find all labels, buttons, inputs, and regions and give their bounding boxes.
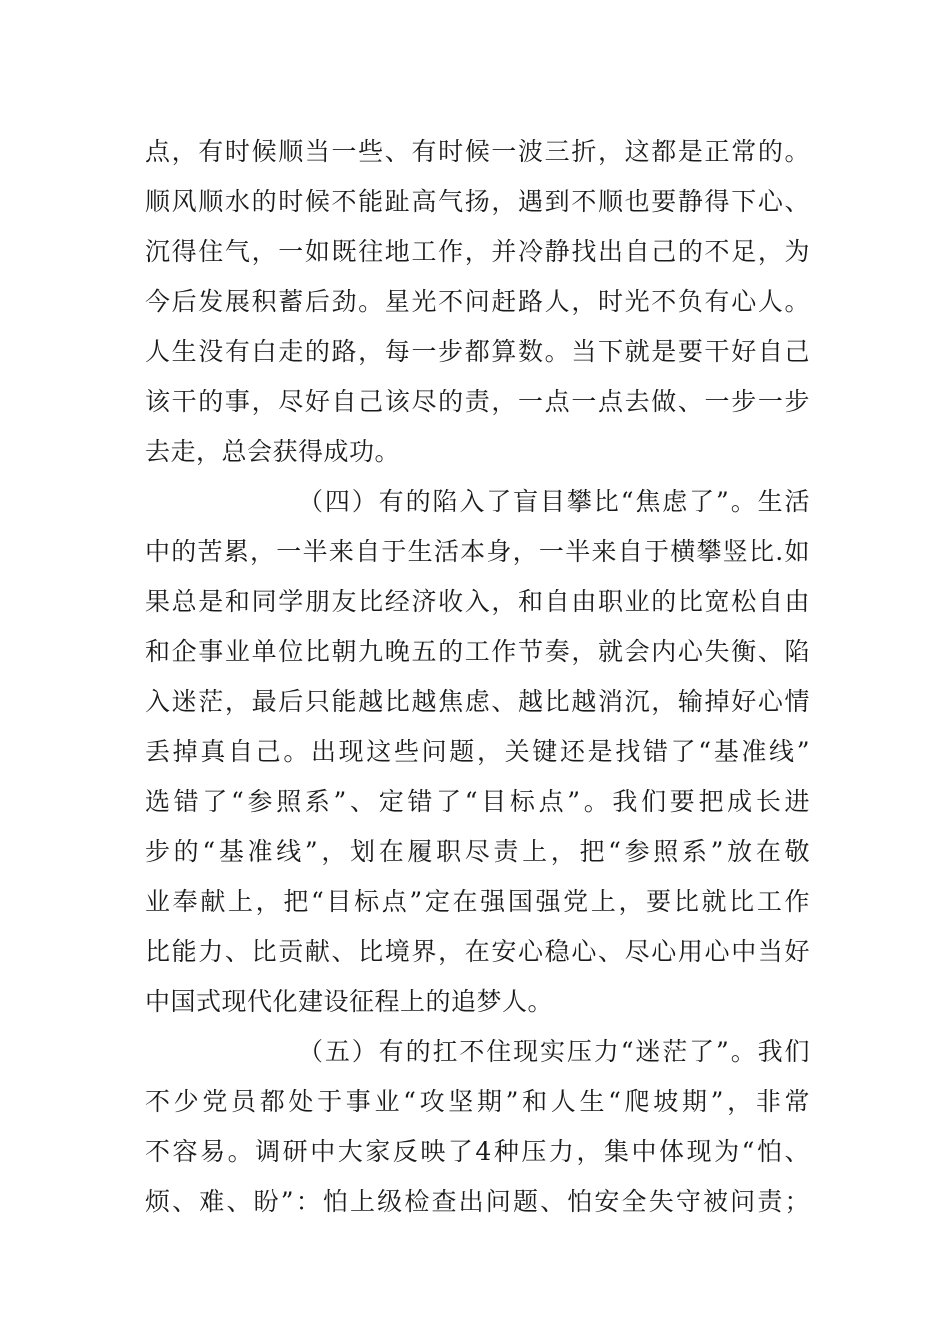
text-line: 今后发展积蓄后劲。星光不问赶路人，时光不负有心人。 <box>145 287 810 316</box>
text-line: 该干的事，尽好自己该尽的责，一点一点去做、一步一步 <box>145 387 810 416</box>
text-line: 不容易。调研中大家反映了4种压力，集中体现为“怕、 <box>145 1137 810 1166</box>
text-line: 步的“基准线”，划在履职尽责上，把“参照系”放在敬 <box>145 837 810 866</box>
text-line: 沉得住气，一如既往地工作，并冷静找出自己的不足，为 <box>145 237 810 266</box>
text-line: 选错了“参照系”、定错了“目标点”。我们要把成长进 <box>145 787 810 816</box>
text-line: 不少党员都处于事业“攻坚期”和人生“爬坡期”，非常 <box>145 1087 810 1116</box>
section-heading-4: （四）有的陷入了盲目攀比“焦虑了”。生活 <box>298 487 810 516</box>
text-line: 中国式现代化建设征程上的追梦人。 <box>145 987 554 1016</box>
text-line: 果总是和同学朋友比经济收入，和自由职业的比宽松自由 <box>145 587 810 616</box>
text-line: 顺风顺水的时候不能趾高气扬，遇到不顺也要静得下心、 <box>145 187 810 216</box>
text-line: 中的苦累，一半来自于生活本身，一半来自于横攀竖比.如 <box>145 537 810 566</box>
text-line: 比能力、比贡献、比境界，在安心稳心、尽心用心中当好 <box>145 937 810 966</box>
text-line: 烦、难、盼”：怕上级检查出问题、怕安全失守被问责； <box>145 1187 810 1216</box>
text-line: 人生没有白走的路，每一步都算数。当下就是要干好自己 <box>145 337 810 366</box>
text-line: 业奉献上，把“目标点”定在强国强党上，要比就比工作 <box>145 887 810 916</box>
text-line: 点，有时候顺当一些、有时候一波三折，这都是正常的。 <box>145 137 810 166</box>
text-line: 和企事业单位比朝九晚五的工作节奏，就会内心失衡、陷 <box>145 637 810 666</box>
text-line: 入迷茫，最后只能越比越焦虑、越比越消沉，输掉好心情 <box>145 687 810 716</box>
text-line: 丢掉真自己。出现这些问题，关键还是找错了“基准线” <box>145 737 810 766</box>
text-line: 去走，总会获得成功。 <box>145 437 401 466</box>
section-heading-5: （五）有的扛不住现实压力“迷茫了”。我们 <box>298 1037 810 1066</box>
